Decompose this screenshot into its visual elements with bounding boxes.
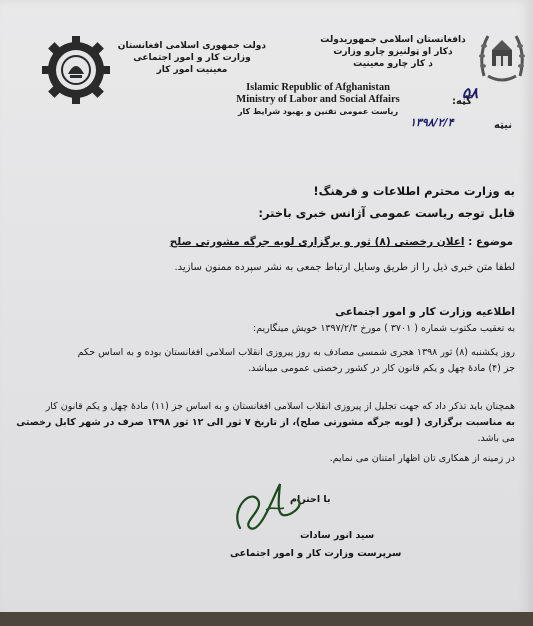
request-line: لطفا متن خبری ذیل را از طریق وسایل ارتباط جمعی به نشر سپرده ممنون سازید. bbox=[174, 262, 515, 273]
ministry-gear-emblem-icon bbox=[40, 34, 112, 106]
left-letterhead-line: وزارت کار و امور اجتماعی bbox=[133, 53, 251, 63]
closing-sentence: در زمینه از همکاری تان اظهار امتنان می نمایم. bbox=[329, 453, 515, 464]
subject-text: اعلان رخصتی (۸) ثور و برگزاری لویه جرگه مشورتی صلح bbox=[169, 236, 465, 248]
signer-name: سید انور سادات bbox=[300, 530, 375, 541]
notice-reference: به تعقیب مکتوب شماره ( ۳۷۰۱ ) مورخ ۱۳۹۷/۲/۳ خویش مینگاریم: bbox=[253, 323, 515, 334]
afghanistan-national-emblem-icon bbox=[476, 26, 528, 86]
table-surface bbox=[0, 612, 533, 626]
number-value: ۵۸ bbox=[462, 86, 479, 102]
date-value: ۱۳۹۸/۲/۴ bbox=[410, 116, 454, 129]
body-line: جز (۴) مادهٔ چهل و یکم قانون کار در کشور رخصتی عمومی میباشد. bbox=[248, 363, 515, 374]
english-letterhead bbox=[208, 82, 428, 106]
body-line: همچنان باید تذکر داد که جهت تجلیل از پیروزی انقلاب اسلامی افغانستان و به اساس جز (۱۱) مادهٔ چهل و یکم قانون کار bbox=[45, 401, 515, 412]
english-country: Islamic Republic of Afghanistan bbox=[246, 82, 390, 93]
body-line: روز یکشنبه (۸) ثور ۱۳۹۸ هجری شمسی مصادف به روز پیروزی انقلاب اسلامی افغانستان بوده و به اساس حکم bbox=[77, 347, 515, 358]
right-letterhead-line: دافغانستان اسلامی جمهوریدولت bbox=[320, 35, 466, 45]
attention-line: قابل توجه ریاست عمومی آژانس خبری باختر: bbox=[258, 206, 515, 220]
notice-title: اطلاعیه وزارت کار و امور اجتماعی bbox=[335, 306, 515, 318]
left-letterhead bbox=[118, 40, 266, 76]
closing-greeting: با احترام bbox=[290, 494, 331, 505]
body-line: می باشد. bbox=[477, 433, 515, 444]
subject-line bbox=[170, 236, 513, 248]
left-letterhead-line: معینیت امور کار bbox=[156, 65, 228, 75]
department-name: ریاست عمومی تقنین و بهبود شرایط کار bbox=[237, 107, 399, 116]
body-line: به مناسبت برگزاری ( لویه جرگه مشورتی صلح)، از تاریخ ۷ ثور الی ۱۲ ثور ۱۳۹۸ صرف در شهر کابل رخصتی bbox=[16, 417, 515, 428]
subject-label: موضوع : bbox=[468, 236, 513, 248]
date-label: نیټه bbox=[494, 120, 512, 131]
left-letterhead-line: دولت جمهوری اسلامی افغانستان bbox=[117, 41, 266, 51]
addressee: به وزارت محترم اطلاعات و فرهنگ! bbox=[313, 184, 515, 198]
number-label: گڼه: bbox=[452, 96, 472, 107]
right-letterhead bbox=[318, 34, 468, 70]
right-letterhead-line: د کار چارو معینیت bbox=[353, 59, 433, 69]
signature-mark bbox=[220, 470, 310, 540]
signer-title: سرپرست وزارت کار و امور اجتماعی bbox=[230, 548, 402, 559]
right-letterhead-line: دکار او ټولنیزو چارو وزارت bbox=[333, 47, 453, 57]
english-ministry: Ministry of Labor and Social Affairs bbox=[236, 94, 400, 105]
